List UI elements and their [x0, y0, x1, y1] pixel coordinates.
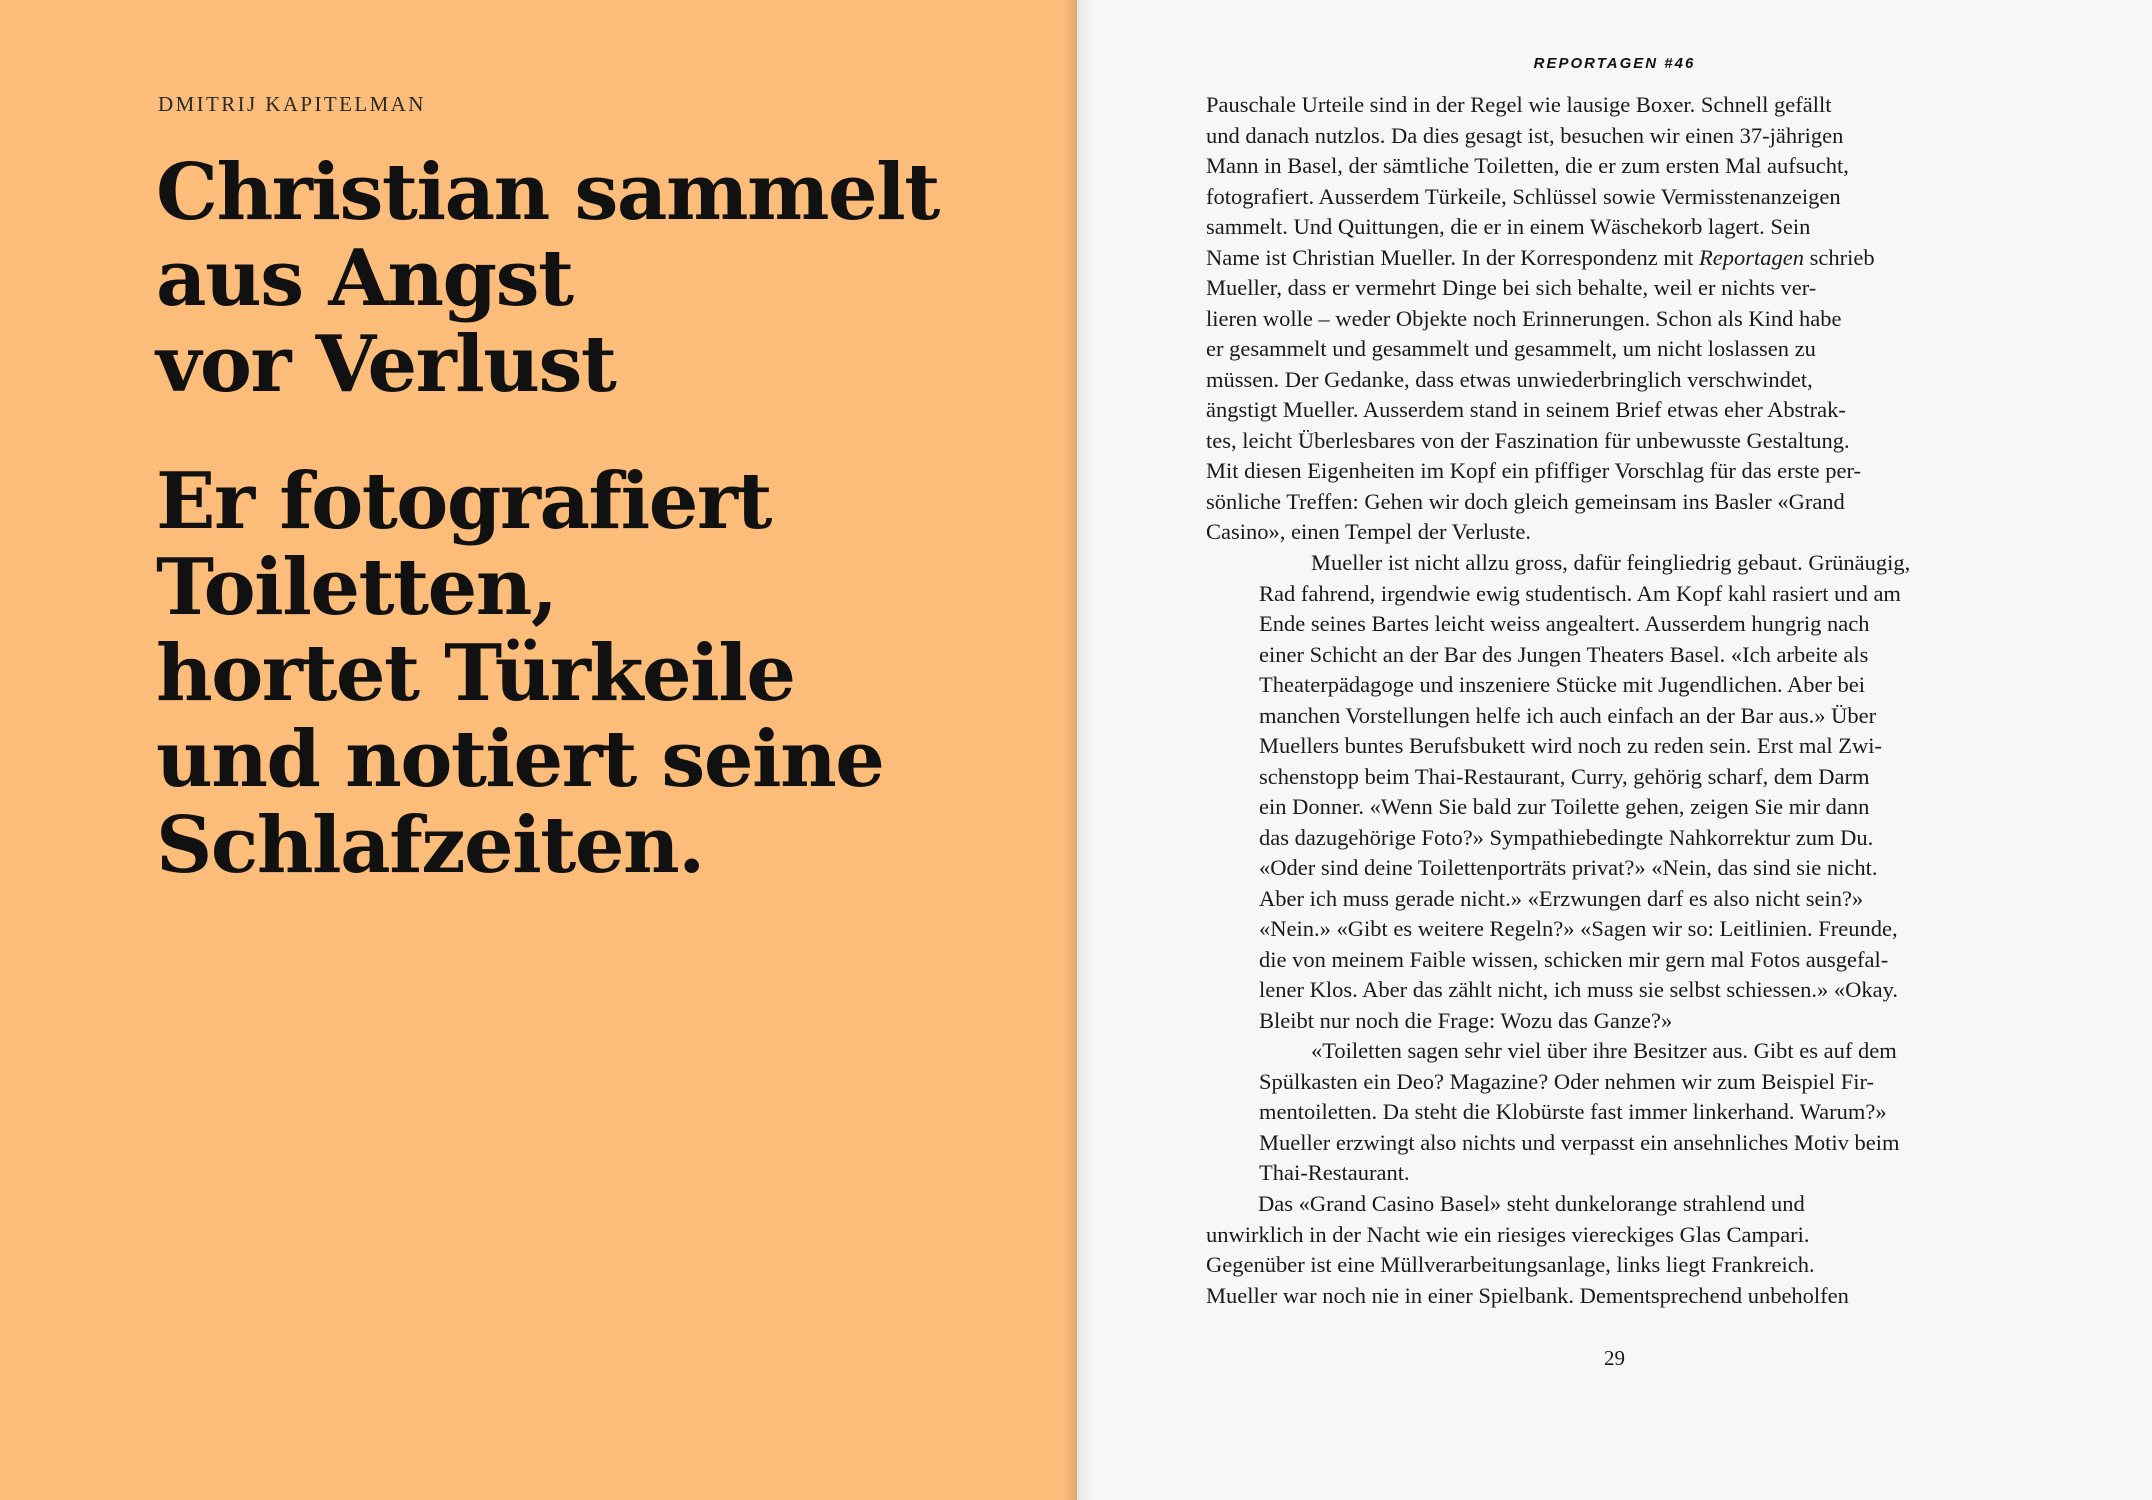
text-line: manchen Vorstellungen helfe ich auch einfach an der Bar aus.» Über: [1259, 702, 1877, 728]
text-line: sönliche Treffen: Gehen wir doch gleich gemeinsam ins Basler «Grand: [1206, 488, 1845, 514]
text-line: Pauschale Urteile sind in der Regel wie lausige Boxer. Schnell gefällt: [1206, 92, 1832, 117]
text-line: Mueller ist nicht allzu gross, dafür feingliedrig gebaut. Grünäugig,: [1311, 550, 1911, 575]
text-line: schenstopp beim Thai-Restaurant, Curry, gehörig scharf, dem Darm: [1259, 763, 1870, 789]
text-line: «Nein.» «Gibt es weitere Regeln?» «Sagen wir so: Leitlinien. Freunde,: [1259, 916, 1898, 941]
text-line: mentoiletten. Da steht die Klobürste fast immer linkerhand. Warum?»: [1259, 1099, 1887, 1124]
running-head: REPORTAGEN #46: [1533, 55, 1696, 72]
article-subtitle: [156, 456, 1036, 891]
text-line: Rad fahrend, irgendwie ewig studentisch. Am Kopf kahl rasiert und am: [1259, 580, 1901, 606]
title-line: Christian sammelt: [156, 147, 939, 238]
subtitle-line: Toiletten,: [156, 542, 557, 633]
subtitle-line: Schlafzeiten.: [156, 800, 704, 891]
subtitle-line: Er fotografiert: [156, 456, 771, 547]
text-line: Das «Grand Casino Basel» steht dunkelorange strahlend und: [1258, 1191, 1805, 1216]
text-line: lener Klos. Aber das zählt nicht, ich muss sie selbst schiessen.» «Okay.: [1259, 977, 1899, 1002]
text-line: er gesammelt und gesammelt und gesammelt, um nicht loslassen zu: [1206, 336, 1816, 361]
body-paragraph: [1259, 1036, 1899, 1189]
gutter-shadow: [1062, 0, 1077, 1500]
body-paragraph: [1206, 90, 1875, 548]
subtitle-line: und notiert seine: [156, 714, 884, 805]
text-line: Gegenüber ist eine Müllverarbeitungsanlage, links liegt Frankreich.: [1206, 1252, 1815, 1277]
page-number: 29: [1604, 1346, 1625, 1370]
text-line: Name ist Christian Mueller. In der Korrespondenz mit Reportagen schrieb: [1206, 244, 1875, 270]
right-page: [1077, 0, 2152, 1500]
text-line: Theaterpädagoge und inszeniere Stücke mit Jugendlichen. Aber bei: [1259, 672, 1866, 697]
text-line: ein Donner. «Wenn Sie bald zur Toilette gehen, zeigen Sie mir dann: [1259, 794, 1870, 819]
text-line: Aber ich muss gerade nicht.» «Erzwungen darf es also nicht sein?»: [1259, 885, 1864, 911]
text-line: fotografiert. Ausserdem Türkeile, Schlüssel sowie Vermisstenanzeigen: [1206, 183, 1841, 209]
text-line: lieren wolle – weder Objekte noch Erinnerungen. Schon als Kind habe: [1206, 305, 1842, 331]
text-line: Mann in Basel, der sämtliche Toiletten, die er zum ersten Mal aufsucht,: [1206, 153, 1849, 178]
text-line: ängstigt Mueller. Ausserdem stand in seinem Brief etwas eher Abstrak-: [1206, 397, 1846, 422]
author-name: DMITRIJ KAPITELMAN: [158, 92, 426, 116]
text-line: Mit diesen Eigenheiten im Kopf ein pfiffiger Vorschlag für das erste per-: [1206, 458, 1861, 483]
text-line: tes, leicht Überlesbares von der Faszination für unbewusste Gestaltung.: [1206, 427, 1850, 453]
text-line: Casino», einen Tempel der Verluste.: [1206, 519, 1532, 544]
text-line: Muellers buntes Berufsbukett wird noch zu reden sein. Erst mal Zwi-: [1259, 733, 1882, 758]
body-paragraph: [1259, 548, 1910, 1036]
text-line: und danach nutzlos. Da dies gesagt ist, besuchen wir einen 37-jährigen: [1206, 122, 1844, 148]
text-line: Mueller, dass er vermehrt Dinge bei sich behalte, weil er nichts ver-: [1206, 275, 1817, 300]
body-paragraph: [1206, 1189, 1849, 1311]
text-line: Ende seines Bartes leicht weiss angealtert. Ausserdem hungrig nach: [1259, 611, 1870, 636]
text-line: Mueller war noch nie in einer Spielbank. Dementsprechend unbeholfen: [1206, 1282, 1849, 1308]
text-line: das dazugehörige Foto?» Sympathiebedingte Nahkorrektur zum Du.: [1259, 824, 1874, 850]
text-line: Bleibt nur noch die Frage: Wozu das Ganze?»: [1259, 1007, 1673, 1033]
text-line: die von meinem Faible wissen, schicken mir gern mal Fotos ausgefal-: [1259, 946, 1889, 972]
text-line: müssen. Der Gedanke, dass etwas unwiederbringlich verschwindet,: [1206, 366, 1813, 392]
gutter-shadow-right: [1077, 0, 1095, 1500]
text-line: «Oder sind deine Toilettenporträts privat?» «Nein, das sind sie nicht.: [1259, 855, 1878, 880]
subtitle-line: hortet Türkeile: [156, 628, 795, 719]
text-line: Thai-Restaurant.: [1259, 1160, 1410, 1185]
article-title: [156, 147, 1036, 410]
text-line: unwirklich in der Nacht wie ein riesiges viereckiges Glas Campari.: [1206, 1221, 1810, 1247]
text-line: «Toiletten sagen sehr viel über ihre Besitzer aus. Gibt es auf dem: [1311, 1038, 1897, 1063]
title-line: vor Verlust: [156, 319, 616, 410]
text-line: Mueller erzwingt also nichts und verpasst ein ansehnliches Motiv beim: [1259, 1129, 1900, 1155]
text-line: Spülkasten ein Deo? Magazine? Oder nehmen wir zum Beispiel Fir-: [1259, 1068, 1874, 1094]
text-line: einer Schicht an der Bar des Jungen Theaters Basel. «Ich arbeite als: [1259, 641, 1869, 667]
text-line: sammelt. Und Quittungen, die er in einem Wäschekorb lagert. Sein: [1206, 214, 1811, 239]
title-line: aus Angst: [156, 233, 573, 324]
